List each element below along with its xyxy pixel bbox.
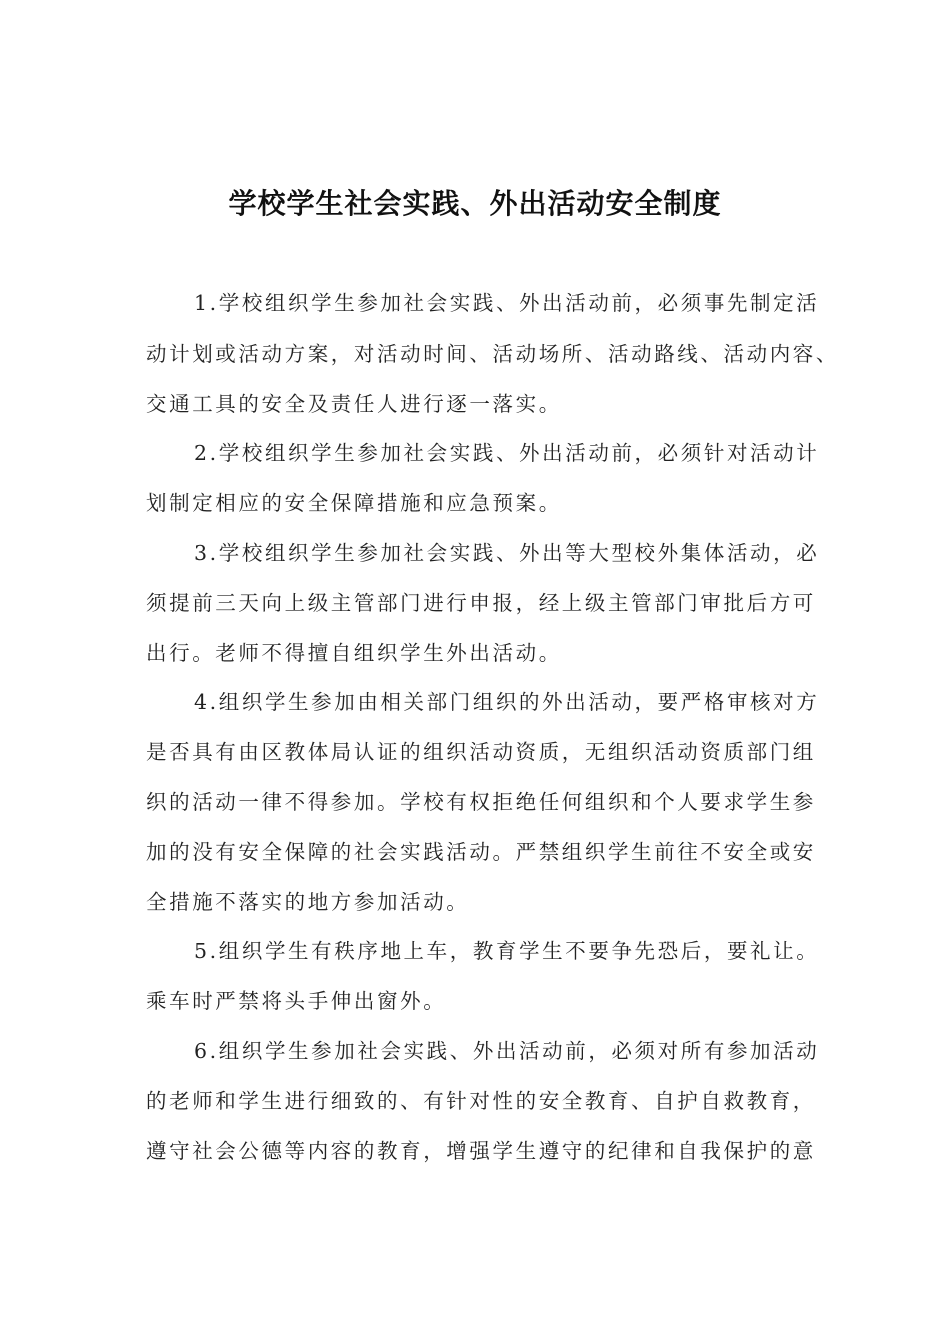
paragraph-3-line-1: 3.学校组织学生参加社会实践、外出等大型校外集体活动，必 (194, 541, 820, 565)
paragraph-4-line-4: 加的没有安全保障的社会实践活动。严禁组织学生前往不安全或安 (146, 840, 816, 864)
paragraph-1-line-3: 交通工具的安全及责任人进行逐一落实。 (146, 392, 562, 416)
paragraph-2-line-2: 划制定相应的安全保障措施和应急预案。 (146, 491, 562, 515)
paragraph-1-line-1: 1.学校组织学生参加社会实践、外出活动前，必须事先制定活 (194, 291, 820, 315)
paragraph-6-line-2: 的老师和学生进行细致的、有针对性的安全教育、自护自救教育， (146, 1089, 816, 1113)
document-title: 学校学生社会实践、外出活动安全制度 (228, 187, 722, 220)
paragraph-1-line-2: 动计划或活动方案，对活动时间、活动场所、活动路线、活动内容、 (146, 342, 839, 366)
paragraph-4-line-3: 织的活动一律不得参加。学校有权拒绝任何组织和个人要求学生参 (146, 790, 816, 814)
paragraph-4-line-5: 全措施不落实的地方参加活动。 (146, 890, 470, 914)
paragraph-5-line-2: 乘车时严禁将头手伸出窗外。 (146, 989, 447, 1013)
paragraph-6-line-3: 遵守社会公德等内容的教育，增强学生遵守的纪律和自我保护的意 (146, 1139, 816, 1163)
paragraph-2-line-1: 2.学校组织学生参加社会实践、外出活动前，必须针对活动计 (194, 441, 820, 465)
paragraph-4-line-1: 4.组织学生参加由相关部门组织的外出活动，要严格审核对方 (194, 690, 820, 714)
paragraph-5-line-1: 5.组织学生有秩序地上车，教育学生不要争先恐后，要礼让。 (194, 939, 820, 963)
paragraph-3-line-2: 须提前三天向上级主管部门进行申报，经上级主管部门审批后方可 (146, 591, 816, 615)
paragraph-4-line-2: 是否具有由区教体局认证的组织活动资质，无组织活动资质部门组 (146, 740, 816, 764)
paragraph-6-line-1: 6.组织学生参加社会实践、外出活动前，必须对所有参加活动 (194, 1039, 820, 1063)
paragraph-3-line-3: 出行。老师不得擅自组织学生外出活动。 (146, 641, 562, 665)
